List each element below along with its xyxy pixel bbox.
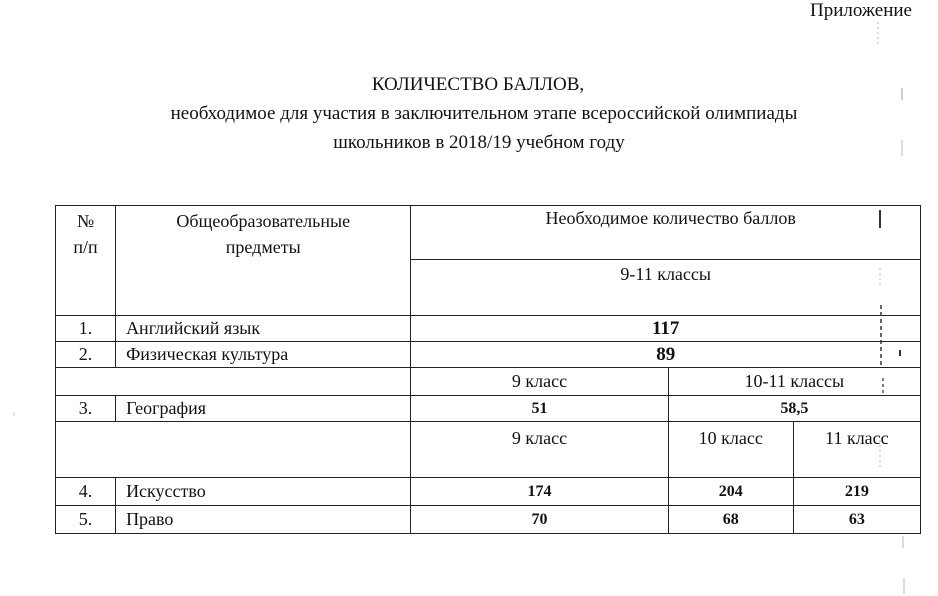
- subject-name: География: [116, 396, 411, 422]
- row-number: 1.: [56, 316, 116, 342]
- subjects-header-line-2: предметы: [225, 237, 301, 257]
- subject-name: Право: [116, 506, 411, 534]
- title-line-1: КОЛИЧЕСТВО БАЛЛОВ,: [371, 74, 585, 95]
- grade-10-value: 204: [668, 478, 793, 506]
- subject-name: Физическая культура: [116, 342, 411, 368]
- title-line-3: школьников в 2018/19 учебном году: [333, 132, 625, 153]
- required-points-header: Необходимое количество баллов: [411, 206, 921, 260]
- subject-name: Английский язык: [116, 316, 411, 342]
- row-number: 5.: [56, 506, 116, 534]
- required-points-value: 89: [411, 342, 921, 368]
- grade-11-value: 219: [793, 478, 920, 506]
- grade-11-header: 11 класс: [793, 422, 920, 478]
- appendix-label: Приложение: [810, 0, 912, 21]
- row-number: 3.: [56, 396, 116, 422]
- grade-11-value: 63: [793, 506, 920, 534]
- grades-9-11-header: 9-11 классы: [411, 260, 921, 316]
- grade-10-value: 68: [668, 506, 793, 534]
- grade-9-value: 51: [411, 396, 668, 422]
- grade-10-11-header: 10-11 классы: [668, 368, 920, 396]
- required-points-value: 117: [411, 316, 921, 342]
- row-number: 2.: [56, 342, 116, 368]
- grade-9-value: 70: [411, 506, 668, 534]
- grade-9-header: 9 класс: [411, 368, 668, 396]
- grade-9-value: 174: [411, 478, 668, 506]
- grade-9-header: 9 класс: [411, 422, 668, 478]
- number-header-symbol: №: [76, 211, 95, 231]
- number-header-abbr: п/п: [73, 237, 98, 257]
- title-line-2: необходимое для участия в заключительном этапе всероссийской олимпиады: [170, 103, 798, 124]
- subject-name: Искусство: [116, 478, 411, 506]
- grade-10-header: 10 класс: [668, 422, 793, 478]
- row-number: 4.: [56, 478, 116, 506]
- grade-10-11-value: 58,5: [668, 396, 920, 422]
- subjects-header-line-1: Общеобразовательные: [176, 211, 351, 231]
